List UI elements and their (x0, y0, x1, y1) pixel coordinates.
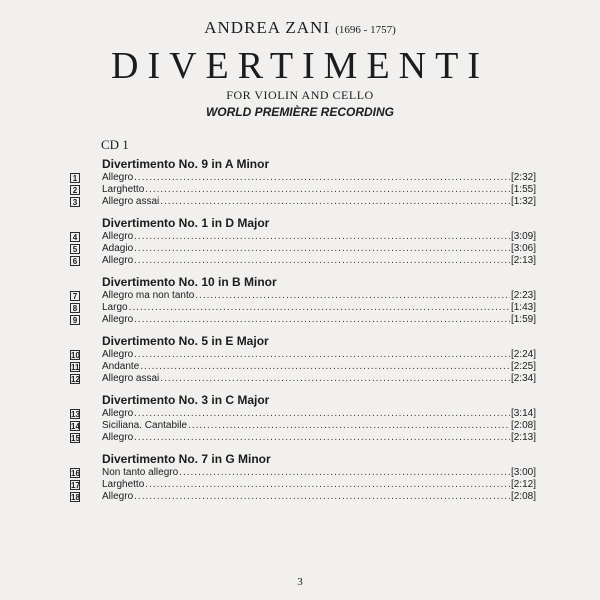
work-section (70, 274, 536, 326)
album-title: DIVERTIMENTI (111, 45, 489, 87)
track-duration: [2:08] (510, 420, 536, 431)
track-title: Allegro ma non tanto (102, 290, 195, 301)
track-row (70, 408, 536, 420)
work-section (70, 215, 536, 267)
dot-leader (134, 255, 510, 267)
track-duration: [2:12] (510, 479, 536, 490)
track-number-box: 2 (70, 185, 80, 195)
track-row (70, 467, 536, 479)
track-duration: [2:24] (510, 349, 536, 360)
track-row (70, 479, 536, 491)
track-row (70, 196, 536, 208)
dot-leader (134, 314, 510, 326)
composer-dates: (1696 - 1757) (335, 24, 396, 36)
track-duration: [2:25] (510, 361, 536, 372)
work-title: Divertimento No. 1 in D Major (102, 216, 270, 230)
track-row (70, 243, 536, 255)
work-section (70, 392, 536, 444)
track-duration: [2:32] (510, 172, 536, 183)
composer-name: ANDREA ZANI (204, 18, 330, 37)
dot-leader (145, 479, 510, 491)
track-duration: [3:06] (510, 243, 536, 254)
page-number: 3 (297, 576, 303, 588)
dot-leader (145, 184, 510, 196)
track-duration: [2:13] (510, 432, 536, 443)
work-title: Divertimento No. 7 in G Minor (102, 452, 271, 466)
dot-leader (140, 361, 510, 373)
track-title: Allegro (102, 491, 134, 502)
track-title: Allegro (102, 408, 134, 419)
track-duration: [2:13] (510, 255, 536, 266)
dot-leader (195, 290, 510, 302)
dot-leader (129, 302, 510, 314)
dot-leader (134, 243, 510, 255)
track-row (70, 314, 536, 326)
track-row (70, 255, 536, 267)
work-section (70, 333, 536, 385)
dot-leader (179, 467, 510, 479)
track-title: Largo (102, 302, 128, 313)
work-section (70, 156, 536, 208)
track-number-box: 17 (71, 481, 80, 490)
track-title: Larghetto (102, 184, 145, 195)
cd-label: CD 1 (101, 137, 129, 152)
track-title: Andante (102, 361, 140, 372)
track-number-box: 4 (70, 232, 80, 242)
track-number-box: 7 (70, 291, 80, 301)
track-duration: [1:43] (510, 302, 536, 313)
track-title: Allegro (102, 172, 134, 183)
track-number-box: 12 (71, 375, 80, 384)
track-row (70, 432, 536, 444)
track-title: Allegro assai (102, 373, 160, 384)
track-number-box: 14 (71, 422, 80, 431)
track-title: Allegro (102, 349, 134, 360)
track-row (70, 231, 536, 243)
track-number-box: 9 (70, 315, 80, 325)
track-row (70, 184, 536, 196)
track-number-box: 15 (71, 434, 80, 443)
track-row (70, 349, 536, 361)
track-number-box: 5 (70, 244, 80, 254)
track-duration: [2:23] (510, 290, 536, 301)
track-number-box: 11 (71, 363, 80, 372)
recording-note: WORLD PREMIÈRE RECORDING (205, 105, 394, 119)
work-title: Divertimento No. 9 in A Minor (102, 157, 270, 171)
track-duration: [3:14] (510, 408, 536, 419)
track-number-box: 1 (70, 173, 80, 183)
tracklist (70, 156, 536, 510)
album-subtitle: FOR VIOLIN AND CELLO (226, 88, 374, 102)
track-number-box: 10 (71, 351, 80, 360)
track-number-box: 18 (71, 493, 80, 502)
work-title: Divertimento No. 10 in B Minor (102, 275, 277, 289)
track-number-box: 13 (71, 410, 80, 419)
track-duration: [2:34] (510, 373, 536, 384)
dot-leader (160, 373, 510, 385)
track-duration: [1:59] (510, 314, 536, 325)
track-title: Larghetto (102, 479, 145, 490)
dot-leader (134, 349, 510, 361)
track-row (70, 361, 536, 373)
dot-leader (160, 196, 510, 208)
track-row (70, 172, 536, 184)
track-row (70, 373, 536, 385)
track-title: Allegro (102, 231, 134, 242)
dot-leader (134, 231, 510, 243)
track-title: Non tanto allegro (102, 467, 179, 478)
track-title: Siciliana. Cantabile (102, 420, 188, 431)
track-title: Allegro (102, 255, 134, 266)
track-number-box: 16 (71, 469, 80, 478)
dot-leader (188, 420, 510, 432)
track-number-box: 8 (70, 303, 80, 313)
track-duration: [3:00] (510, 467, 536, 478)
work-title: Divertimento No. 5 in E Major (102, 334, 269, 348)
track-row (70, 420, 536, 432)
dot-leader (134, 432, 510, 444)
track-number-box: 6 (70, 256, 80, 266)
work-section (70, 451, 536, 503)
work-title: Divertimento No. 3 in C Major (102, 393, 270, 407)
dot-leader (134, 491, 510, 503)
dot-leader (134, 408, 510, 420)
track-number-box: 3 (70, 197, 80, 207)
track-title: Allegro assai (102, 196, 160, 207)
track-duration: [1:32] (510, 196, 536, 207)
track-row (70, 302, 536, 314)
track-title: Allegro (102, 314, 134, 325)
track-title: Allegro (102, 432, 134, 443)
composer-line (0, 18, 600, 38)
dot-leader (134, 172, 510, 184)
track-duration: [2:08] (510, 491, 536, 502)
track-row (70, 491, 536, 503)
track-row (70, 290, 536, 302)
track-duration: [3:09] (510, 231, 536, 242)
track-duration: [1:55] (510, 184, 536, 195)
track-title: Adagio (102, 243, 134, 254)
